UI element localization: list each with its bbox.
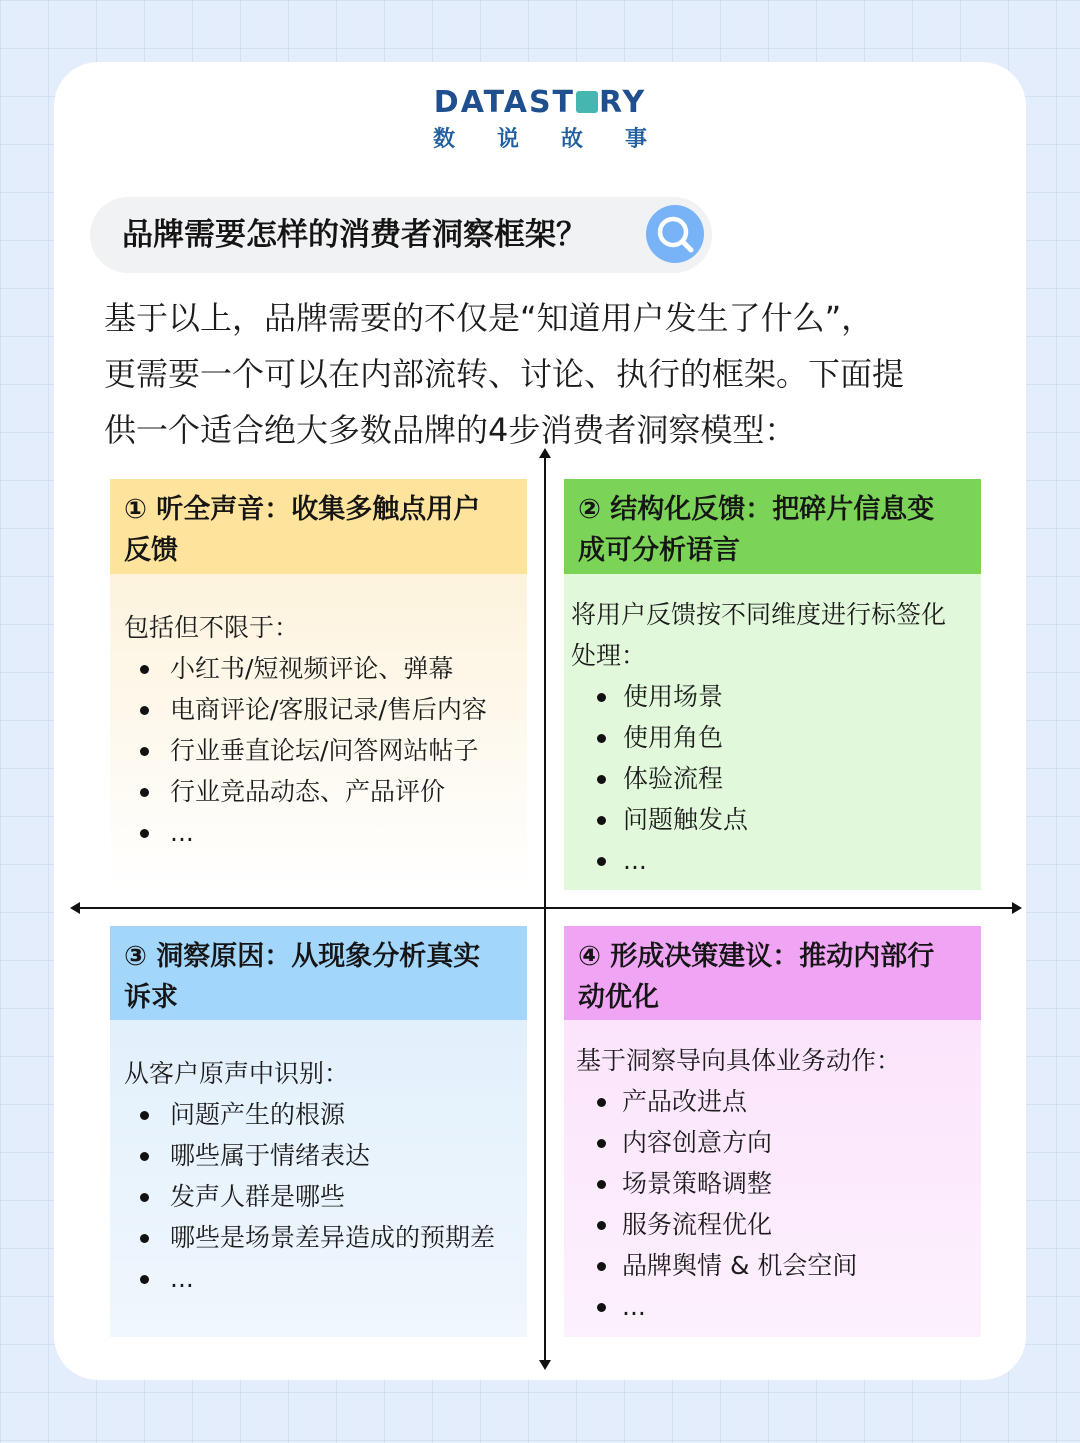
quadrant-title: ④ 形成决策建议：推动内部行 动优化 [564, 926, 981, 1020]
list-item: 哪些属于情绪表达 [124, 1135, 527, 1176]
list-item: ... [571, 840, 981, 881]
logo-chinese: 数说故事 [432, 127, 689, 152]
intro-paragraph [104, 290, 984, 458]
quadrant-body [564, 574, 981, 890]
intro-line: 更需要一个可以在内部流转、讨论、执行的框架。下面提 [104, 355, 905, 393]
search-question: 品牌需要怎样的消费者洞察框架？ [122, 217, 587, 253]
list-item: 服务流程优化 [576, 1204, 981, 1245]
arrow-right-icon [1012, 902, 1022, 914]
arrow-left-icon [70, 902, 80, 914]
list-item: 问题产生的根源 [124, 1094, 527, 1135]
bullet-list [576, 1081, 981, 1327]
list-item: 行业竞品动态、产品评价 [124, 771, 527, 812]
quadrant-intro: 包括但不限于： [124, 613, 300, 642]
list-item: 使用场景 [571, 676, 981, 717]
quadrant-decision [564, 926, 981, 1337]
quadrant-title: ③ 洞察原因：从现象分析真实 诉求 [110, 926, 527, 1020]
list-item: 哪些是场景差异造成的预期差 [124, 1217, 527, 1258]
logo-wordmark: DATAST RY [433, 85, 647, 120]
quadrant-body [110, 1020, 527, 1337]
intro-line: 基于以上，品牌需要的不仅是“知道用户发生了什么”， [104, 299, 874, 337]
quadrant-body [564, 1020, 981, 1337]
quadrant-intro: 将用户反馈按不同维度进行标签化 处理： [571, 600, 947, 670]
bullet-list [124, 1094, 527, 1299]
quadrant-structure [564, 479, 981, 890]
quadrant-intro: 基于洞察导向具体业务动作： [576, 1046, 902, 1075]
logo-block-icon [576, 91, 598, 113]
arrow-up-icon [539, 448, 551, 458]
bullet-list [124, 648, 527, 853]
list-item: 场景策略调整 [576, 1163, 981, 1204]
list-item: 问题触发点 [571, 799, 981, 840]
intro-line: 供一个适合绝大多数品牌的4步消费者洞察模型： [104, 411, 797, 449]
list-item: 发声人群是哪些 [124, 1176, 527, 1217]
quadrant-title: ② 结构化反馈：把碎片信息变 成可分析语言 [564, 479, 981, 574]
search-icon [646, 205, 704, 263]
list-item: ... [124, 812, 527, 853]
search-bar [90, 197, 712, 273]
list-item: 小红书/短视频评论、弹幕 [124, 648, 527, 689]
quadrant-title: ① 听全声音：收集多触点用户 反馈 [110, 479, 527, 574]
list-item: ... [124, 1258, 527, 1299]
list-item: 品牌舆情 & 机会空间 [576, 1245, 981, 1286]
list-item: 行业垂直论坛/问答网站帖子 [124, 730, 527, 771]
quadrant-listen [110, 479, 527, 890]
quadrant-body [110, 574, 527, 890]
bullet-list [571, 676, 981, 881]
arrow-down-icon [539, 1360, 551, 1370]
list-item: 使用角色 [571, 717, 981, 758]
logo [0, 86, 1080, 153]
horizontal-axis [74, 907, 1018, 909]
quadrant-intro: 从客户原声中识别： [124, 1059, 350, 1088]
list-item: 产品改进点 [576, 1081, 981, 1122]
list-item: 体验流程 [571, 758, 981, 799]
list-item: 内容创意方向 [576, 1122, 981, 1163]
search-button[interactable] [646, 205, 704, 263]
list-item: ... [576, 1286, 981, 1327]
quadrant-insight [110, 926, 527, 1337]
list-item: 电商评论/客服记录/售后内容 [124, 689, 527, 730]
